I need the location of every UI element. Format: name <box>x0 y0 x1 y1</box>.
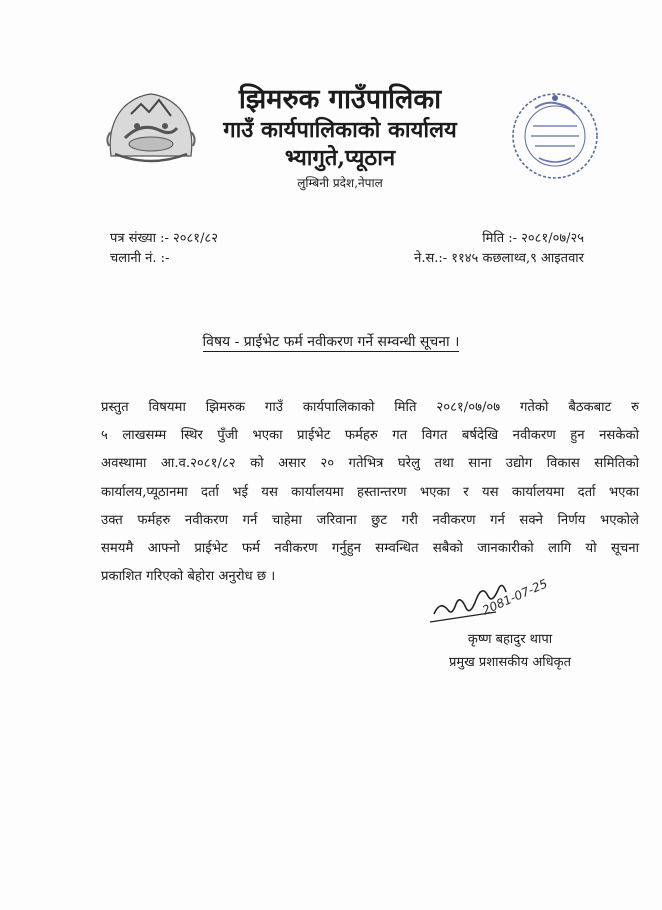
body-line: ५ लाखसम्म स्थिर पुँजी भएका प्राईभेट फर्महरु गत विगत बर्षदेखि नवीकरण हुन नसकेको <box>101 428 639 444</box>
letter-number: पत्र संख्या :- २०८१/८२ <box>110 231 218 246</box>
nepal-emblem-icon <box>101 86 201 170</box>
body-line: उक्त फर्महरु नवीकरण गर्न चाहेमा जरिवाना छुट गरी नवीकरण गर्न सक्ने निर्णय भएकोले <box>101 512 639 528</box>
office-stamp-icon <box>505 86 605 186</box>
letterhead <box>190 84 490 192</box>
notice-body <box>101 394 639 591</box>
dispatch-number: चलानी नं. :- <box>110 251 170 266</box>
signer-title: प्रमुख प्रशासकीय अधिकृत <box>448 655 572 670</box>
nepal-samvat-date: ने.स.:- ११४५ कछलाथ्व,९ आइतवार <box>414 251 584 266</box>
office-name: गाउँ कार्यपालिकाको कार्यालय <box>223 117 457 143</box>
province-line: लुम्बिनी प्रदेश,नेपाल <box>297 176 383 190</box>
reference-left <box>110 229 218 269</box>
signature-date: 2081-07-25 <box>480 576 550 618</box>
reference-right <box>414 229 584 269</box>
letter-date: मिति :- २०८१/०७/२५ <box>482 231 584 246</box>
subject-text: विषय - प्राईभेट फर्म नवीकरण गर्ने सम्वन्धी सूचना । <box>202 334 460 350</box>
body-line: प्रस्तुत विषयमा झिमरुक गाउँ कार्यपालिकाको मिति २०८१/०७/०७ गतेको बैठकबाट रु <box>101 400 639 415</box>
body-line: समयमै आफ्नो प्राईभेट फर्म नवीकरण गर्नुहुन सम्वन्धित सबैको जानकारीको लागि यो सूचना <box>101 541 639 557</box>
body-line: अवस्थामा आ.व.२०८१/८२ को असार २० गतेभित्र घरेलु तथा साना उद्योग विकास समितिको <box>101 456 639 472</box>
body-line: कार्यालय,प्यूठानमा दर्ता भई यस कार्यालयमा हस्तान्तरण भएका र यस कार्यालयमा दर्ता भएका <box>101 484 639 500</box>
body-line: प्रकाशित गरिएको बेहोरा अनुरोध छ । <box>101 569 276 585</box>
signer-name: कृष्ण बहादुर थापा <box>467 632 553 647</box>
organization-name: झिमरुक गाउँपालिका <box>238 84 442 115</box>
subject-line <box>0 332 662 351</box>
office-location: भ्यागुते,प्यूठान <box>284 145 396 171</box>
